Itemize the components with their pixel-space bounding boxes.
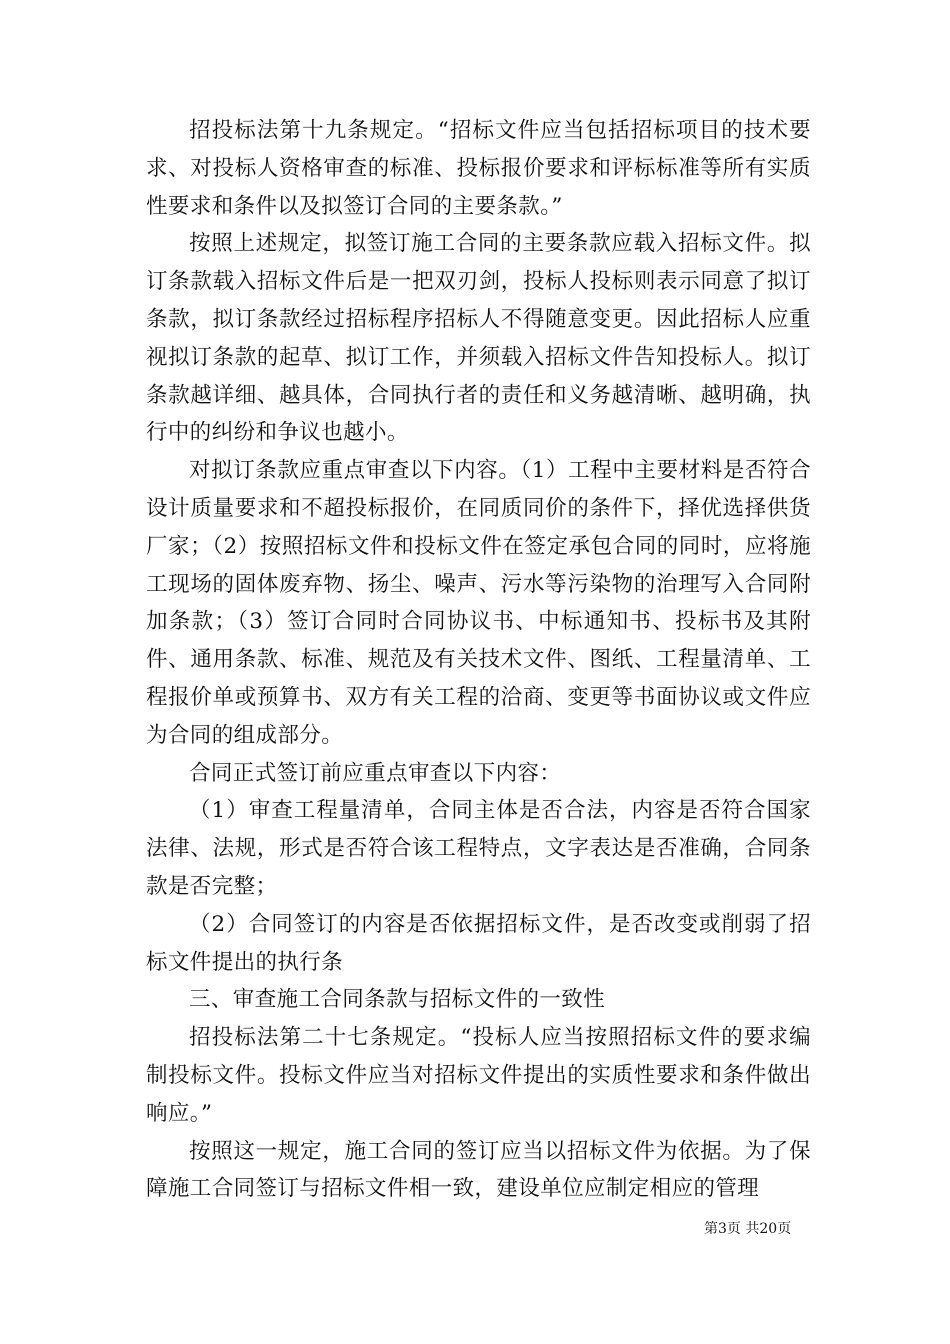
body-text (146, 112, 811, 1208)
section-heading-3: 三、审查施工合同条款与招标文件的一致性 (189, 987, 606, 1013)
footer-prefix: 第 (704, 1221, 718, 1237)
paragraph-article-27: 招投标法第二十七条规定。“投标人应当按照招标文件的要求编制投标文件。投标文件应当对招标文件提出的实质性要求和条件做出响应。” (146, 1025, 811, 1126)
paragraph-draft-terms: 按照上述规定，拟签订施工合同的主要条款应载入招标文件。拟订条款载入招标文件后是一把双刃剑，投标人投标则表示同意了拟订条款，拟订条款经过招标程序招标人不得随意变更。因此招标人应重视拟订条款的起草、拟订工作，并须载入招标文件告知投标人。拟订条款越详细、越具体，合同执行者的责任和义务越清晰、越明确，执行中的纠纷和争议也越小。 (146, 231, 811, 446)
paragraph-pre-signing: 合同正式签订前应重点审查以下内容： (189, 760, 562, 786)
page-number-footer (704, 1220, 791, 1238)
paragraph-item-1: （1）审查工程量清单，合同主体是否合法，内容是否符合国家法律、法规，形式是否符合该工程特点，文字表达是否准确，合同条款是否完整； (146, 798, 811, 899)
footer-total-pages: 20 (759, 1221, 778, 1237)
paragraph-item-2: （2）合同签订的内容是否依据招标文件，是否改变或削弱了招标文件提出的执行条 (146, 911, 811, 975)
footer-suffix: 页 (777, 1221, 792, 1237)
footer-current-page: 3 (718, 1221, 727, 1237)
paragraph-article-19: 招投标法第十九条规定。“招标文件应当包括招标项目的技术要求、对投标人资格审查的标准、投标报价要求和评标标准等所有实质性要求和条件以及拟签订合同的主要条款。” (146, 118, 811, 219)
paragraph-consistency: 按照这一规定，施工合同的签订应当以招标文件为依据。为了保障施工合同签订与招标文件相一致，建设单位应制定相应的管理 (146, 1138, 811, 1202)
paragraph-review-terms: 对拟订条款应重点审查以下内容。（1）工程中主要材料是否符合设计质量要求和不超投标报价，在同质同价的条件下，择优选择供货厂家；（2）按照招标文件和投标文件在签定承包合同的同时，应将施工现场的固体废弃物、扬尘、噪声、污水等污染物的治理写入合同附加条款；（3）签订合同时合同协议书、中标通知书、投标书及其附件、通用条款、标准、规范及有关技术文件、图纸、工程量清单、工程报价单或预算书、双方有关工程的洽商、变更等书面协议或文件应为合同的组成部分。 (146, 458, 811, 748)
footer-middle: 页 共 (726, 1221, 760, 1237)
